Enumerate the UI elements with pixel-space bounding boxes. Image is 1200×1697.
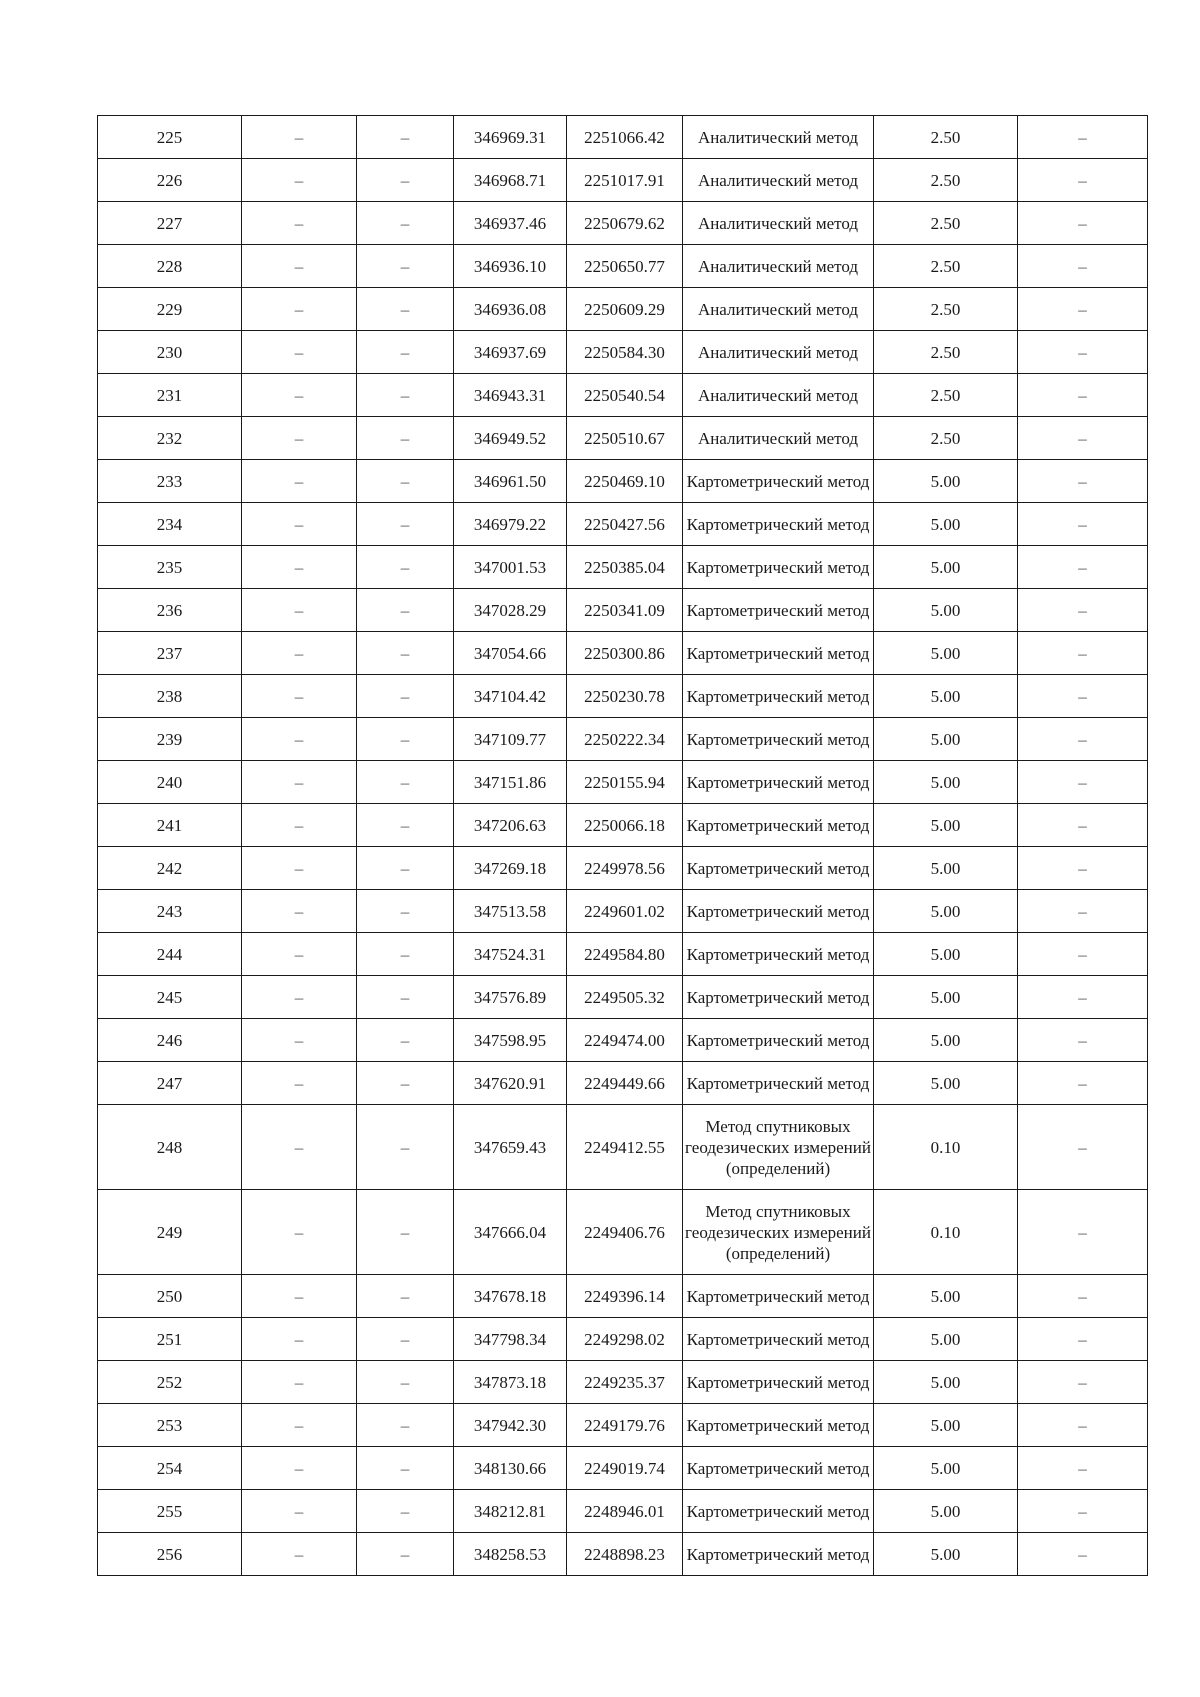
empty-cell: – — [242, 1190, 357, 1275]
method-cell: Аналитический метод — [683, 374, 874, 417]
table-row — [98, 503, 1148, 546]
coord-x-cell: 347104.42 — [454, 675, 567, 718]
coord-y-cell: 2250584.30 — [567, 331, 683, 374]
coord-y-cell: 2250066.18 — [567, 804, 683, 847]
point-number-cell: 225 — [98, 116, 242, 159]
point-number-cell: 227 — [98, 202, 242, 245]
table-row — [98, 1533, 1148, 1576]
coord-y-cell: 2250155.94 — [567, 761, 683, 804]
empty-cell: – — [1018, 890, 1148, 933]
empty-cell: – — [1018, 718, 1148, 761]
empty-cell: – — [1018, 288, 1148, 331]
empty-cell: – — [242, 546, 357, 589]
coord-x-cell: 347659.43 — [454, 1105, 567, 1190]
empty-cell: – — [242, 1318, 357, 1361]
accuracy-cell: 2.50 — [874, 331, 1018, 374]
empty-cell: – — [242, 1019, 357, 1062]
coord-y-cell: 2249412.55 — [567, 1105, 683, 1190]
empty-cell: – — [357, 589, 454, 632]
point-number-cell: 234 — [98, 503, 242, 546]
empty-cell: – — [357, 718, 454, 761]
empty-cell: – — [357, 933, 454, 976]
empty-cell: – — [1018, 1105, 1148, 1190]
empty-cell: – — [357, 159, 454, 202]
coord-x-cell: 346979.22 — [454, 503, 567, 546]
coord-x-cell: 347598.95 — [454, 1019, 567, 1062]
empty-cell: – — [242, 847, 357, 890]
coord-x-cell: 347001.53 — [454, 546, 567, 589]
accuracy-cell: 5.00 — [874, 1533, 1018, 1576]
empty-cell: – — [1018, 1275, 1148, 1318]
point-number-cell: 226 — [98, 159, 242, 202]
coord-y-cell: 2250469.10 — [567, 460, 683, 503]
point-number-cell: 247 — [98, 1062, 242, 1105]
table-row — [98, 847, 1148, 890]
table-row — [98, 116, 1148, 159]
point-number-cell: 253 — [98, 1404, 242, 1447]
coord-y-cell: 2250222.34 — [567, 718, 683, 761]
point-number-cell: 231 — [98, 374, 242, 417]
empty-cell: – — [357, 503, 454, 546]
coord-x-cell: 347109.77 — [454, 718, 567, 761]
table-row — [98, 1062, 1148, 1105]
empty-cell: – — [1018, 1062, 1148, 1105]
coord-x-cell: 346943.31 — [454, 374, 567, 417]
coord-y-cell: 2249179.76 — [567, 1404, 683, 1447]
point-number-cell: 252 — [98, 1361, 242, 1404]
table-row — [98, 288, 1148, 331]
empty-cell: – — [1018, 1019, 1148, 1062]
coord-x-cell: 347942.30 — [454, 1404, 567, 1447]
method-cell: Картометрический метод — [683, 1019, 874, 1062]
method-cell: Картометрический метод — [683, 460, 874, 503]
coord-x-cell: 347206.63 — [454, 804, 567, 847]
coord-y-cell: 2250230.78 — [567, 675, 683, 718]
empty-cell: – — [1018, 632, 1148, 675]
empty-cell: – — [242, 675, 357, 718]
empty-cell: – — [357, 976, 454, 1019]
empty-cell: – — [242, 1447, 357, 1490]
coord-x-cell: 347054.66 — [454, 632, 567, 675]
coord-x-cell: 346949.52 — [454, 417, 567, 460]
point-number-cell: 229 — [98, 288, 242, 331]
coord-y-cell: 2250650.77 — [567, 245, 683, 288]
coord-x-cell: 346968.71 — [454, 159, 567, 202]
coord-x-cell: 347620.91 — [454, 1062, 567, 1105]
point-number-cell: 241 — [98, 804, 242, 847]
empty-cell: – — [357, 1318, 454, 1361]
accuracy-cell: 5.00 — [874, 503, 1018, 546]
empty-cell: – — [242, 116, 357, 159]
accuracy-cell: 2.50 — [874, 288, 1018, 331]
method-cell: Картометрический метод — [683, 632, 874, 675]
method-cell: Картометрический метод — [683, 718, 874, 761]
accuracy-cell: 2.50 — [874, 202, 1018, 245]
method-cell: Картометрический метод — [683, 1447, 874, 1490]
point-number-cell: 242 — [98, 847, 242, 890]
coord-x-cell: 347576.89 — [454, 976, 567, 1019]
empty-cell: – — [357, 1019, 454, 1062]
table-row — [98, 417, 1148, 460]
coord-x-cell: 346937.46 — [454, 202, 567, 245]
coord-x-cell: 346936.08 — [454, 288, 567, 331]
empty-cell: – — [1018, 1190, 1148, 1275]
point-number-cell: 254 — [98, 1447, 242, 1490]
method-cell: Картометрический метод — [683, 1361, 874, 1404]
coord-y-cell: 2249505.32 — [567, 976, 683, 1019]
table-row — [98, 1105, 1148, 1190]
method-cell: Картометрический метод — [683, 761, 874, 804]
point-number-cell: 244 — [98, 933, 242, 976]
empty-cell: – — [357, 675, 454, 718]
coord-x-cell: 346937.69 — [454, 331, 567, 374]
accuracy-cell: 5.00 — [874, 1062, 1018, 1105]
coord-y-cell: 2250427.56 — [567, 503, 683, 546]
empty-cell: – — [242, 159, 357, 202]
empty-cell: – — [357, 804, 454, 847]
point-number-cell: 238 — [98, 675, 242, 718]
coord-y-cell: 2250679.62 — [567, 202, 683, 245]
point-number-cell: 255 — [98, 1490, 242, 1533]
empty-cell: – — [1018, 675, 1148, 718]
point-number-cell: 246 — [98, 1019, 242, 1062]
empty-cell: – — [357, 1490, 454, 1533]
empty-cell: – — [1018, 1361, 1148, 1404]
coord-x-cell: 347873.18 — [454, 1361, 567, 1404]
empty-cell: – — [242, 202, 357, 245]
coord-y-cell: 2250510.67 — [567, 417, 683, 460]
accuracy-cell: 2.50 — [874, 417, 1018, 460]
empty-cell: – — [357, 374, 454, 417]
empty-cell: – — [1018, 417, 1148, 460]
coord-y-cell: 2250300.86 — [567, 632, 683, 675]
empty-cell: – — [242, 1361, 357, 1404]
method-cell: Картометрический метод — [683, 503, 874, 546]
table-row — [98, 804, 1148, 847]
empty-cell: – — [242, 589, 357, 632]
accuracy-cell: 5.00 — [874, 1318, 1018, 1361]
empty-cell: – — [1018, 202, 1148, 245]
accuracy-cell: 5.00 — [874, 761, 1018, 804]
accuracy-cell: 2.50 — [874, 245, 1018, 288]
point-number-cell: 236 — [98, 589, 242, 632]
empty-cell: – — [242, 1533, 357, 1576]
empty-cell: – — [242, 933, 357, 976]
empty-cell: – — [242, 288, 357, 331]
coord-x-cell: 347028.29 — [454, 589, 567, 632]
coord-x-cell: 346961.50 — [454, 460, 567, 503]
method-cell: Картометрический метод — [683, 890, 874, 933]
table-row — [98, 460, 1148, 503]
table-row — [98, 589, 1148, 632]
accuracy-cell: 5.00 — [874, 1019, 1018, 1062]
empty-cell: – — [242, 1062, 357, 1105]
accuracy-cell: 5.00 — [874, 675, 1018, 718]
coord-x-cell: 348258.53 — [454, 1533, 567, 1576]
empty-cell: – — [1018, 1490, 1148, 1533]
accuracy-cell: 5.00 — [874, 632, 1018, 675]
accuracy-cell: 5.00 — [874, 1447, 1018, 1490]
coord-y-cell: 2250341.09 — [567, 589, 683, 632]
empty-cell: – — [242, 976, 357, 1019]
table-row — [98, 632, 1148, 675]
point-number-cell: 233 — [98, 460, 242, 503]
table-row — [98, 890, 1148, 933]
empty-cell: – — [242, 331, 357, 374]
empty-cell: – — [357, 1275, 454, 1318]
method-cell: Аналитический метод — [683, 288, 874, 331]
method-cell: Картометрический метод — [683, 933, 874, 976]
point-number-cell: 230 — [98, 331, 242, 374]
method-cell: Картометрический метод — [683, 546, 874, 589]
empty-cell: – — [357, 890, 454, 933]
method-cell: Картометрический метод — [683, 675, 874, 718]
point-number-cell: 228 — [98, 245, 242, 288]
method-cell: Картометрический метод — [683, 1318, 874, 1361]
point-number-cell: 245 — [98, 976, 242, 1019]
accuracy-cell: 5.00 — [874, 1361, 1018, 1404]
accuracy-cell: 5.00 — [874, 546, 1018, 589]
empty-cell: – — [1018, 460, 1148, 503]
table-row — [98, 1404, 1148, 1447]
point-number-cell: 251 — [98, 1318, 242, 1361]
empty-cell: – — [242, 245, 357, 288]
empty-cell: – — [242, 1275, 357, 1318]
method-cell: Картометрический метод — [683, 847, 874, 890]
accuracy-cell: 5.00 — [874, 460, 1018, 503]
point-number-cell: 232 — [98, 417, 242, 460]
point-number-cell: 239 — [98, 718, 242, 761]
coord-x-cell: 347269.18 — [454, 847, 567, 890]
coord-x-cell: 346936.10 — [454, 245, 567, 288]
empty-cell: – — [242, 804, 357, 847]
table-row — [98, 976, 1148, 1019]
coord-y-cell: 2249601.02 — [567, 890, 683, 933]
table-row — [98, 718, 1148, 761]
coord-y-cell: 2249449.66 — [567, 1062, 683, 1105]
coord-y-cell: 2251017.91 — [567, 159, 683, 202]
method-cell: Аналитический метод — [683, 245, 874, 288]
coord-x-cell: 346969.31 — [454, 116, 567, 159]
method-cell: Картометрический метод — [683, 589, 874, 632]
empty-cell: – — [357, 245, 454, 288]
table-row — [98, 1275, 1148, 1318]
empty-cell: – — [1018, 804, 1148, 847]
method-cell: Аналитический метод — [683, 116, 874, 159]
coord-y-cell: 2249235.37 — [567, 1361, 683, 1404]
coord-y-cell: 2250609.29 — [567, 288, 683, 331]
coord-x-cell: 347513.58 — [454, 890, 567, 933]
method-cell: Картометрический метод — [683, 1404, 874, 1447]
empty-cell: – — [1018, 847, 1148, 890]
accuracy-cell: 5.00 — [874, 1275, 1018, 1318]
empty-cell: – — [357, 331, 454, 374]
table-row — [98, 331, 1148, 374]
coordinates-table — [97, 115, 1148, 1576]
table-row — [98, 546, 1148, 589]
table-row — [98, 761, 1148, 804]
coord-y-cell: 2249298.02 — [567, 1318, 683, 1361]
accuracy-cell: 5.00 — [874, 718, 1018, 761]
empty-cell: – — [1018, 1318, 1148, 1361]
method-cell: Картометрический метод — [683, 976, 874, 1019]
method-cell: Картометрический метод — [683, 1533, 874, 1576]
empty-cell: – — [242, 1490, 357, 1533]
empty-cell: – — [357, 1447, 454, 1490]
coord-x-cell: 348130.66 — [454, 1447, 567, 1490]
accuracy-cell: 0.10 — [874, 1105, 1018, 1190]
method-cell: Картометрический метод — [683, 1275, 874, 1318]
accuracy-cell: 5.00 — [874, 1490, 1018, 1533]
coord-x-cell: 347666.04 — [454, 1190, 567, 1275]
method-cell: Метод спутниковых геодезических измерений (определений) — [683, 1190, 874, 1275]
table-row — [98, 933, 1148, 976]
coord-x-cell: 347524.31 — [454, 933, 567, 976]
empty-cell: – — [1018, 933, 1148, 976]
empty-cell: – — [357, 1533, 454, 1576]
empty-cell: – — [357, 288, 454, 331]
point-number-cell: 243 — [98, 890, 242, 933]
empty-cell: – — [1018, 546, 1148, 589]
empty-cell: – — [242, 761, 357, 804]
empty-cell: – — [1018, 1404, 1148, 1447]
empty-cell: – — [1018, 761, 1148, 804]
table-row — [98, 1490, 1148, 1533]
method-cell: Аналитический метод — [683, 331, 874, 374]
empty-cell: – — [1018, 589, 1148, 632]
table-row — [98, 1019, 1148, 1062]
coord-y-cell: 2249019.74 — [567, 1447, 683, 1490]
empty-cell: – — [242, 417, 357, 460]
table-row — [98, 1318, 1148, 1361]
method-cell: Картометрический метод — [683, 804, 874, 847]
accuracy-cell: 5.00 — [874, 589, 1018, 632]
empty-cell: – — [357, 116, 454, 159]
coord-y-cell: 2248898.23 — [567, 1533, 683, 1576]
empty-cell: – — [357, 460, 454, 503]
empty-cell: – — [242, 1105, 357, 1190]
empty-cell: – — [357, 1361, 454, 1404]
table-row — [98, 245, 1148, 288]
coord-y-cell: 2250540.54 — [567, 374, 683, 417]
coord-y-cell: 2249406.76 — [567, 1190, 683, 1275]
table-row — [98, 202, 1148, 245]
empty-cell: – — [242, 1404, 357, 1447]
empty-cell: – — [242, 890, 357, 933]
empty-cell: – — [242, 718, 357, 761]
table-row — [98, 1361, 1148, 1404]
accuracy-cell: 5.00 — [874, 976, 1018, 1019]
accuracy-cell: 5.00 — [874, 804, 1018, 847]
coord-x-cell: 347151.86 — [454, 761, 567, 804]
table-row — [98, 374, 1148, 417]
coord-y-cell: 2249978.56 — [567, 847, 683, 890]
accuracy-cell: 2.50 — [874, 159, 1018, 202]
empty-cell: – — [357, 1062, 454, 1105]
method-cell: Аналитический метод — [683, 417, 874, 460]
empty-cell: – — [1018, 374, 1148, 417]
point-number-cell: 250 — [98, 1275, 242, 1318]
empty-cell: – — [357, 417, 454, 460]
accuracy-cell: 2.50 — [874, 374, 1018, 417]
empty-cell: – — [242, 632, 357, 675]
method-cell: Метод спутниковых геодезических измерений (определений) — [683, 1105, 874, 1190]
coord-y-cell: 2248946.01 — [567, 1490, 683, 1533]
coord-y-cell: 2251066.42 — [567, 116, 683, 159]
empty-cell: – — [357, 632, 454, 675]
empty-cell: – — [357, 1105, 454, 1190]
empty-cell: – — [1018, 1533, 1148, 1576]
point-number-cell: 249 — [98, 1190, 242, 1275]
empty-cell: – — [1018, 1447, 1148, 1490]
empty-cell: – — [357, 546, 454, 589]
coord-x-cell: 348212.81 — [454, 1490, 567, 1533]
table-row — [98, 1190, 1148, 1275]
empty-cell: – — [357, 1190, 454, 1275]
method-cell: Аналитический метод — [683, 159, 874, 202]
coord-x-cell: 347798.34 — [454, 1318, 567, 1361]
accuracy-cell: 5.00 — [874, 933, 1018, 976]
accuracy-cell: 2.50 — [874, 116, 1018, 159]
coord-y-cell: 2250385.04 — [567, 546, 683, 589]
empty-cell: – — [242, 503, 357, 546]
empty-cell: – — [1018, 331, 1148, 374]
table-row — [98, 675, 1148, 718]
coord-x-cell: 347678.18 — [454, 1275, 567, 1318]
accuracy-cell: 5.00 — [874, 847, 1018, 890]
coord-y-cell: 2249584.80 — [567, 933, 683, 976]
empty-cell: – — [1018, 976, 1148, 1019]
empty-cell: – — [357, 202, 454, 245]
accuracy-cell: 5.00 — [874, 1404, 1018, 1447]
empty-cell: – — [357, 847, 454, 890]
point-number-cell: 237 — [98, 632, 242, 675]
coord-y-cell: 2249474.00 — [567, 1019, 683, 1062]
point-number-cell: 248 — [98, 1105, 242, 1190]
table-row — [98, 159, 1148, 202]
empty-cell: – — [357, 1404, 454, 1447]
point-number-cell: 256 — [98, 1533, 242, 1576]
table-body — [98, 116, 1148, 1576]
coord-y-cell: 2249396.14 — [567, 1275, 683, 1318]
empty-cell: – — [242, 374, 357, 417]
table-row — [98, 1447, 1148, 1490]
empty-cell: – — [357, 761, 454, 804]
empty-cell: – — [242, 460, 357, 503]
empty-cell: – — [1018, 503, 1148, 546]
method-cell: Картометрический метод — [683, 1490, 874, 1533]
point-number-cell: 240 — [98, 761, 242, 804]
point-number-cell: 235 — [98, 546, 242, 589]
empty-cell: – — [1018, 116, 1148, 159]
accuracy-cell: 0.10 — [874, 1190, 1018, 1275]
method-cell: Аналитический метод — [683, 202, 874, 245]
empty-cell: – — [1018, 159, 1148, 202]
empty-cell: – — [1018, 245, 1148, 288]
method-cell: Картометрический метод — [683, 1062, 874, 1105]
accuracy-cell: 5.00 — [874, 890, 1018, 933]
